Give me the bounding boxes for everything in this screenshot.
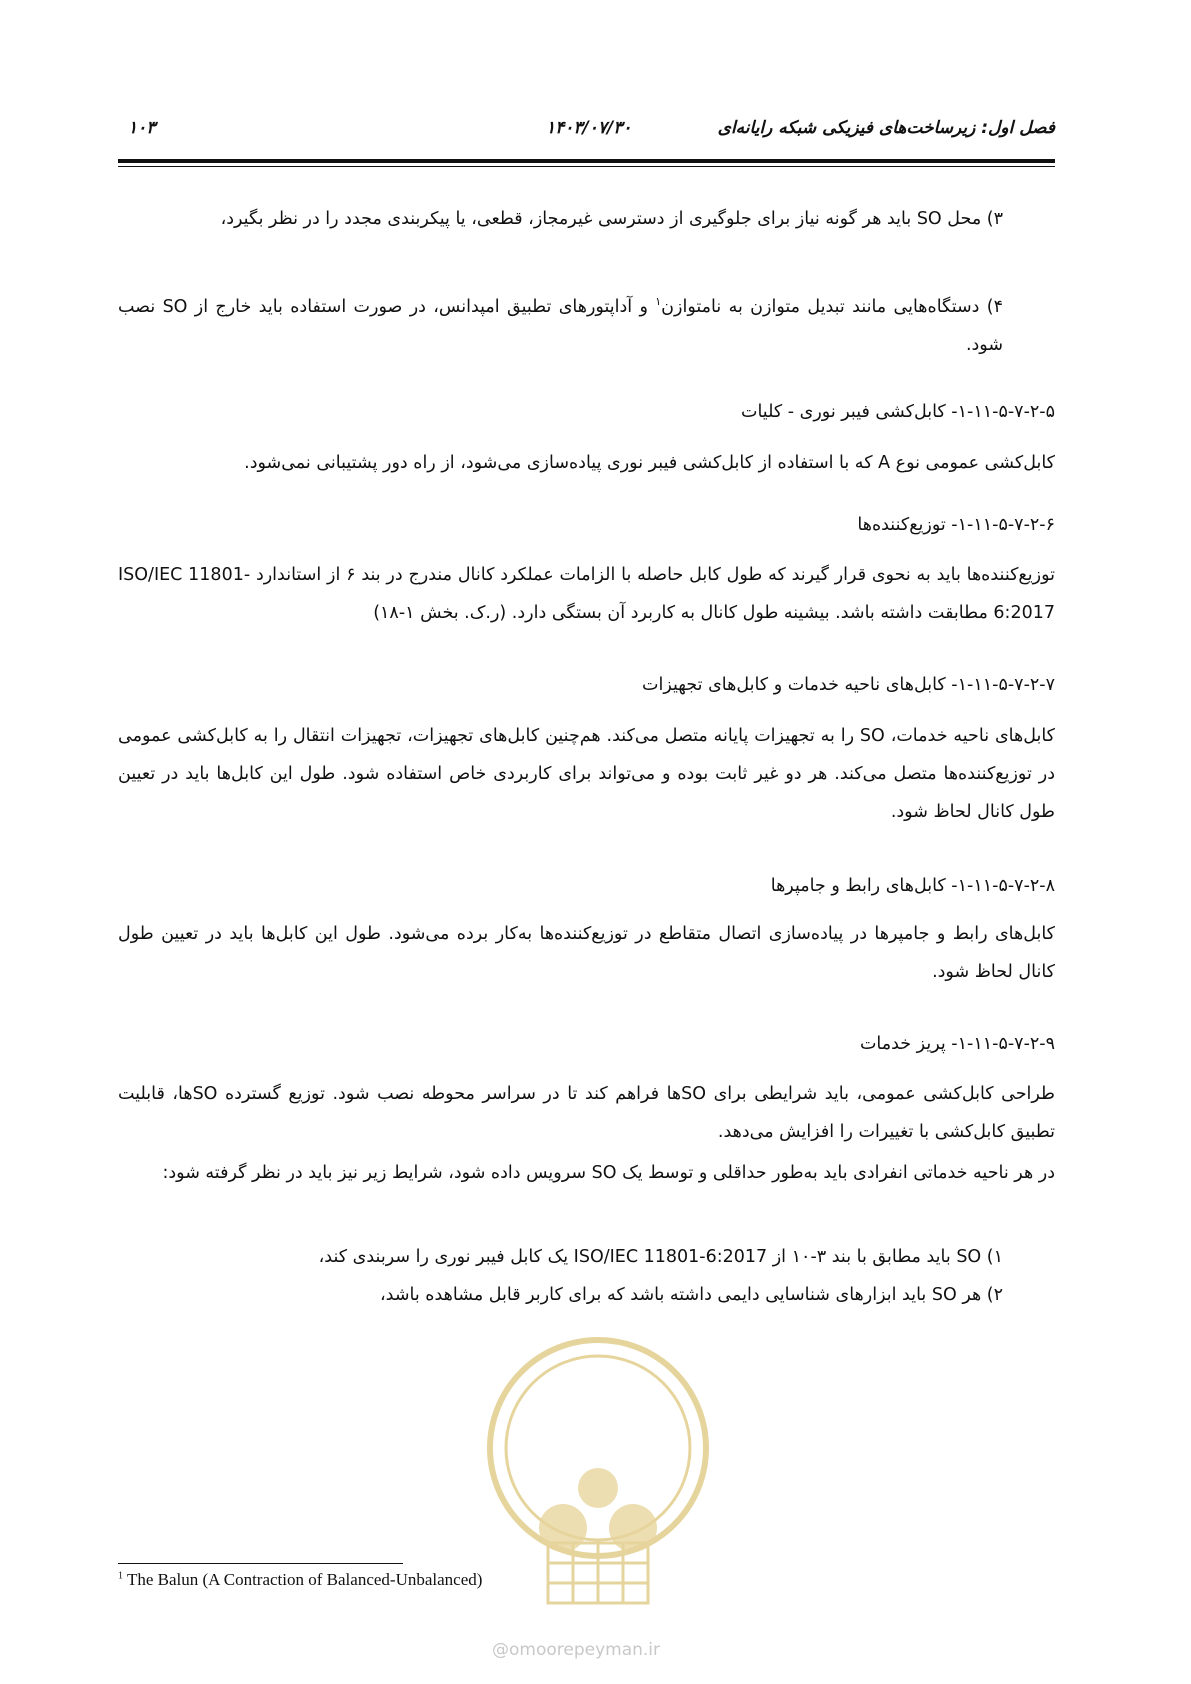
section-text-8: کابل‌های رابط و جامپرها در پیاده‌سازی اتصال متقاطع در توزیع‌کننده‌ها به‌کار برده می‌شود. طول این کابل‌ها باید در تعیین طول کانال لحاظ شود.	[118, 924, 1055, 982]
section-heading-8: ۱-۱۱-۵-۷-۲-۸- کابل‌های رابط و جامپرها	[770, 876, 1055, 896]
section-heading-7: ۱-۱۱-۵-۷-۲-۷- کابل‌های ناحیه خدمات و کابل‌های تجهیزات	[642, 675, 1055, 695]
section-heading-9: ۱-۱۱-۵-۷-۲-۹- پریز خدمات	[859, 1034, 1055, 1054]
section-heading-6: ۱-۱۱-۵-۷-۲-۶- توزیع‌کننده‌ها	[857, 515, 1055, 535]
list-item-4-text-a: ۴) دستگاه‌هایی مانند تبدیل متوازن به نامتوازن	[661, 296, 1003, 317]
section-text-6: توزیع‌کننده‌ها باید به نحوی قرار گیرند که طول کابل حاصله با الزامات عملکرد کانال مندرج در بند ۶ از استاندارد ISO/IEC 11801-6:2017 مطابقت داشته باشد. بیشینه طول کانال به کاربرد آن بستگی دارد. (ر.ک. بخش ۱-۱۸)	[118, 565, 1055, 623]
footnote-text: The Balun (A Contraction of Balanced-Unbalanced)	[126, 1570, 483, 1589]
section-9-item-2: ۲) هر SO باید ابزارهای شناسایی دایمی داشته باشد که برای کاربر قابل مشاهده باشد،	[380, 1285, 1003, 1305]
section-text-9b: در هر ناحیه خدماتی انفرادی باید به‌طور حداقلی و توسط یک SO سرویس داده شود، شرایط زیر نیز باید در نظر گرفته شود:	[162, 1163, 1055, 1183]
section-text-7: کابل‌های ناحیه خدمات، SO را به تجهیزات پایانه متصل می‌کند. هم‌چنین کابل‌های تجهیزات، تجهیزات انتقال را به کابل‌کشی عمومی در توزیع‌کننده‌ها متصل می‌کند. هر دو غیر ثابت بوده و می‌تواند برای کاربردی خاص استفاده شود. طول این کابل‌ها باید در تعیین طول کانال لحاظ شود.	[118, 726, 1056, 822]
footnote-rule	[118, 1563, 403, 1564]
page-header	[118, 118, 1055, 148]
list-item-4-text-b: و آداپتورهای تطبیق امپدانس، در صورت استفاده باید خارج از SO نصب شود.	[118, 296, 1003, 355]
section-heading-5: ۱-۱۱-۵-۷-۲-۵- کابل‌کشی فیبر نوری - کلیات	[741, 402, 1055, 422]
list-item-4	[118, 283, 1003, 364]
footnote-marker: 1	[118, 1570, 123, 1582]
section-text-5: کابل‌کشی عمومی نوع A که با استفاده از کابل‌کشی فیبر نوری پیاده‌سازی می‌شود، از راه دور پشتیبانی نمی‌شود.	[244, 453, 1055, 473]
list-item-3: ۳) محل SO باید هر گونه نیاز برای جلوگیری از دسترسی غیرمجاز، قطعی، یا پیکربندی مجدد را در نظر بگیرد،	[220, 209, 1003, 229]
section-text-9a: طراحی کابل‌کشی عمومی، باید شرایطی برای SOها فراهم کند تا در سراسر محوطه نصب شود. توزیع گسترده SOها، قابلیت تطبیق کابل‌کشی با تغییرات را افزایش می‌دهد.	[118, 1084, 1055, 1142]
header-date: ۱۴۰۳/۰۷/۳۰	[546, 118, 632, 138]
header-rule-thick	[118, 159, 1055, 163]
chapter-title: فصل اول: زیرساخت‌های فیزیکی شبکه رایانه‌ای	[717, 118, 1055, 138]
watermark-logo	[478, 1318, 718, 1658]
header-rule-thin	[118, 166, 1055, 167]
section-9-item-1: ۱) SO باید مطابق با بند ۳-۱۰ از ISO/IEC 11801-6:2017 یک کابل فیبر نوری را سربندی کند،	[318, 1247, 1003, 1267]
page-number: ۱۰۳	[128, 118, 156, 138]
footnote	[118, 1570, 482, 1590]
footnote-ref: ۱	[655, 296, 662, 308]
watermark-site: @omoorepeyman.ir	[492, 1640, 661, 1660]
